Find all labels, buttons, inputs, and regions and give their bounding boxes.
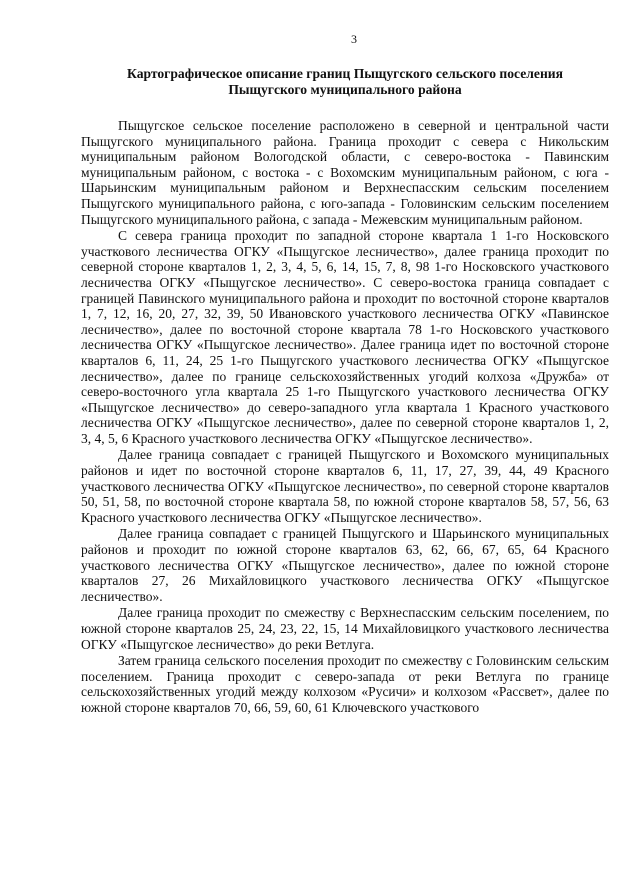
page-number: 3 [351, 32, 357, 46]
paragraph-3: Далее граница совпадает с границей Пыщугского и Вохомского муниципальных районов и идет по восточной стороне кварталов 6, 11, 17, 27, 39, 44, 49 Красного участкового лесничества ОГКУ «Пыщугское лесничество», по северной стороне кварталов 50, 51, 58, по восточной стороне квартала 58, по южной стороне кварталов 58, 57, 56, 63 Красного участкового лесничества ОГКУ «Пыщугское лесничество». [81, 447, 609, 525]
paragraph-6: Затем граница сельского поселения проходит по смежеству с Головинским сельским поселением. Граница проходит с северо-запада от реки Ветлуга по границе сельскохозяйственных угодий между колхозом «Русичи» и колхозом «Рассвет», далее по южной стороне кварталов 70, 66, 59, 60, 61 Ключевского участкового [81, 653, 609, 715]
title-line-2: Пыщугского муниципального района [228, 81, 462, 97]
title-line-1: Картографическое описание границ Пыщугского сельского поселения [127, 66, 563, 81]
paragraph-2: С севера граница проходит по западной стороне квартала 1 1-го Носковского участкового лесничества ОГКУ «Пыщугское лесничество», далее граница проходит по северной стороне кварталов 1, 2, 3, 4, 5, 6, 14, 15, 7, 8, 98 1-го Носковского участкового лесничества ОГКУ «Пыщугское лесничество». С северо-востока граница совпадает с границей Павинского муниципального района и проходит по восточной стороне кварталов 1, 7, 12, 16, 20, 27, 32, 39, 50 Ивановского участкового лесничества ОГКУ «Павинское лесничество», далее по восточной стороне квартала 78 1-го Носковского участкового лесничества ОГКУ «Пыщугское лесничество». Далее граница идет по восточной стороне кварталов 6, 11, 24, 25 1-го Пыщугского участкового лесничества ОГКУ «Пыщугское лесничество», далее по границе сельскохозяйственных угодий колхоза «Дружба» от северо-восточного угла квартала 25 1-го Пыщугского участкового лесничества ОГКУ «Пыщугское лесничество» до северо-западного угла квартала 1 Красного участкового лесничества ОГКУ «Пыщугское лесничество», далее по северной стороне кварталов 1, 2, 3, 4, 5, 6 Красного участкового лесничества ОГКУ «Пыщугское лесничество». [81, 228, 609, 446]
document-title [81, 66, 609, 97]
paragraph-4: Далее граница совпадает с границей Пыщугского и Шарьинского муниципальных районов и проходит по южной стороне кварталов 63, 62, 66, 67, 65, 64 Красного участкового лесничества ОГКУ «Пыщугское лесничество», далее по южной стороне кварталов 27, 26 Михайловицкого участкового лесничества ОГКУ «Пыщугское лесничество». [81, 526, 609, 604]
document-body [81, 118, 609, 716]
paragraph-1: Пыщугское сельское поселение расположено в северной и центральной части Пыщугского муниципального района. Граница проходит с севера с Никольским муниципальным районом Вологодской области, с северо-востока - Павинским муниципальным районом, с востока - с Вохомским муниципальным районом, с юга - Шарьинским муниципальным районом и Верхнеспасским сельским поселением Пыщугского муниципального района, с юго-запада - Головинским сельским поселением Пыщугского муниципального района, с запада - Межевским муниципальным районом. [81, 118, 609, 227]
paragraph-5: Далее граница проходит по смежеству с Верхнеспасским сельским поселением, по южной стороне кварталов 25, 24, 23, 22, 15, 14 Михайловицкого участкового лесничества ОГКУ «Пыщугское лесничество» до реки Ветлуга. [81, 605, 609, 652]
